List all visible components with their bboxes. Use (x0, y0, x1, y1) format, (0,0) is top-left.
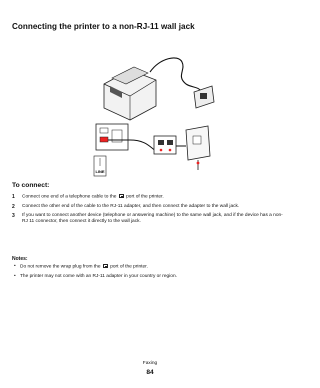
note-text: port of the printer. (110, 264, 148, 270)
step-number: 3 (12, 212, 15, 219)
footer-page-number: 84 (146, 369, 154, 376)
bullet-icon: • (14, 273, 16, 279)
step-text: Connect one end of a telephone cable to the (22, 194, 117, 200)
notes-heading: Notes: (12, 256, 28, 262)
page-title: Connecting the printer to a non-RJ-11 wall jack (12, 22, 195, 31)
line-label: LINE (95, 169, 105, 174)
steps-list (12, 194, 288, 228)
step-text: Connect the other end of the cable to the RJ-11 adapter, and then connect the adapter to the wall jack. (22, 203, 240, 209)
note-text: Do not remove the wrap plug from the (20, 264, 101, 270)
phone-port-icon (119, 194, 124, 198)
step-number: 1 (12, 194, 15, 200)
connection-diagram (90, 116, 220, 184)
note-text: The printer may not come with an RJ-11 adapter in your country or region. (20, 273, 177, 279)
printer-wall-jack-illustration (90, 40, 220, 128)
step-item (12, 204, 288, 210)
step-text: port of the printer. (126, 194, 164, 200)
to-connect-heading: To connect: (12, 182, 50, 189)
notes-list (12, 264, 288, 283)
step-text: If you want to connect another device (telephone or answering machine) to the same wall jack, and if the device has a non-RJ 11 connector, then connect it directly to the wall jack. (22, 212, 283, 224)
note-item (12, 264, 288, 271)
step-item (12, 213, 288, 225)
phone-port-icon (103, 264, 108, 268)
phone-cord-shape (150, 58, 202, 92)
step-number: 2 (12, 203, 15, 210)
footer-section-label: Faxing (142, 361, 158, 366)
note-item (12, 274, 288, 280)
step-item (12, 194, 288, 201)
bullet-icon: • (14, 264, 16, 269)
